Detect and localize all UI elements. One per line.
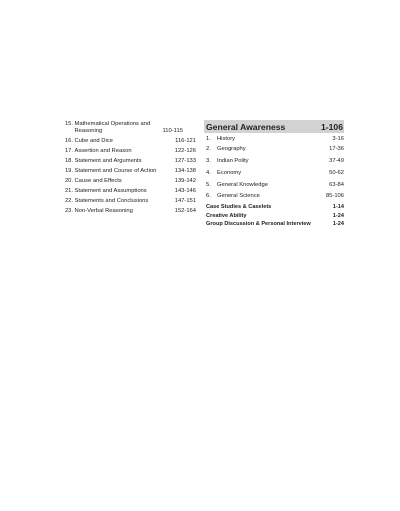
entry-number: 3. [206, 158, 211, 165]
entry-number: 6. [206, 193, 211, 200]
entry-title: Statements and Conclusions [74, 198, 149, 205]
section-entry-pages: 1-24 [332, 220, 344, 227]
entry-number: 5. [206, 181, 211, 188]
entry-title: General Knowledge [217, 181, 268, 188]
entry-number: 16. [64, 138, 73, 145]
section-entry-title: Case Studies & Caselets [206, 204, 272, 211]
entry-number: 2. [206, 146, 211, 153]
toc-entry[interactable] [204, 170, 344, 177]
entry-title: Non-Verbal Reasoning [74, 208, 133, 215]
section-entry[interactable] [204, 204, 344, 211]
entry-number: 20. [64, 178, 73, 185]
entry-pages: 17-36 [329, 146, 344, 153]
toc-entry[interactable] [62, 168, 196, 175]
entry-number: 22. [64, 198, 73, 205]
entry-pages: 134-138 [174, 168, 196, 175]
entry-pages: 37-49 [329, 158, 344, 165]
entry-pages: 63-84 [329, 181, 344, 188]
toc-entry[interactable] [204, 136, 344, 143]
entry-pages: 152-164 [174, 208, 196, 215]
entry-title: Geography [217, 146, 246, 153]
entry-number: 23. [64, 208, 73, 215]
toc-entry[interactable] [62, 121, 196, 135]
toc-left-column [62, 121, 196, 218]
section-pages: 1-106 [321, 121, 343, 132]
entry-pages: 139-142 [174, 178, 196, 185]
entry-number: 15. [64, 121, 73, 127]
entry-title: History [217, 136, 236, 142]
toc-right-column [204, 120, 344, 229]
entry-title: Cube and Dice [74, 138, 113, 145]
entry-number: 18. [64, 158, 73, 165]
toc-entry[interactable] [62, 148, 196, 155]
section-entry-title: Group Discussion & Personal Interview [206, 220, 311, 227]
entry-number: 4. [206, 169, 211, 176]
section-entry[interactable] [204, 213, 344, 220]
toc-entry[interactable] [62, 178, 196, 185]
entry-number: 17. [64, 148, 73, 155]
entry-pages: 127-133 [174, 158, 196, 165]
entry-title: Statement and Arguments [74, 158, 142, 165]
entry-title: Statement and Course of Action [74, 168, 157, 175]
entry-title: Assertion and Reason [74, 148, 132, 155]
entry-title: Statement and Assumptions [74, 188, 147, 195]
section-entry-pages: 1-14 [332, 204, 344, 211]
entry-pages: 122-126 [174, 148, 196, 155]
section-entry-pages: 1-24 [332, 212, 344, 219]
section-header-general-awareness[interactable] [204, 120, 344, 133]
section-title: General Awareness [206, 121, 286, 132]
entry-pages: 116-121 [175, 138, 196, 145]
toc-entry[interactable] [62, 198, 196, 205]
section-entry[interactable] [204, 221, 344, 228]
entry-pages: 143-146 [174, 188, 196, 195]
toc-entry[interactable] [62, 158, 196, 165]
entry-number: 21. [64, 188, 73, 195]
toc-entry[interactable] [62, 208, 196, 215]
toc-entry[interactable] [62, 138, 196, 145]
entry-pages: 50-62 [329, 169, 344, 176]
entry-title: Economy [217, 169, 242, 176]
entry-pages: 3-16 [332, 136, 344, 142]
entry-pages: 147-151 [174, 198, 196, 205]
entry-number: 19. [64, 168, 73, 175]
toc-entry[interactable] [204, 182, 344, 189]
entry-title: General Science [217, 193, 260, 200]
toc-entry[interactable] [62, 188, 196, 195]
entry-number: 1. [206, 136, 211, 142]
entry-pages: 110-115 [162, 128, 183, 135]
extra-sections [204, 204, 344, 228]
entry-pages: 85-106 [325, 193, 344, 200]
toc-entry[interactable] [204, 146, 344, 153]
section-entry-title: Creative Ability [206, 212, 247, 219]
entry-title: Indian Polity [217, 158, 249, 165]
general-awareness-list [204, 136, 344, 200]
entry-title: Cause and Effects [74, 178, 122, 185]
toc-entry[interactable] [204, 193, 344, 200]
toc-entry[interactable] [204, 158, 344, 165]
entry-title: Mathematical Operations and Reasoning [74, 121, 151, 135]
